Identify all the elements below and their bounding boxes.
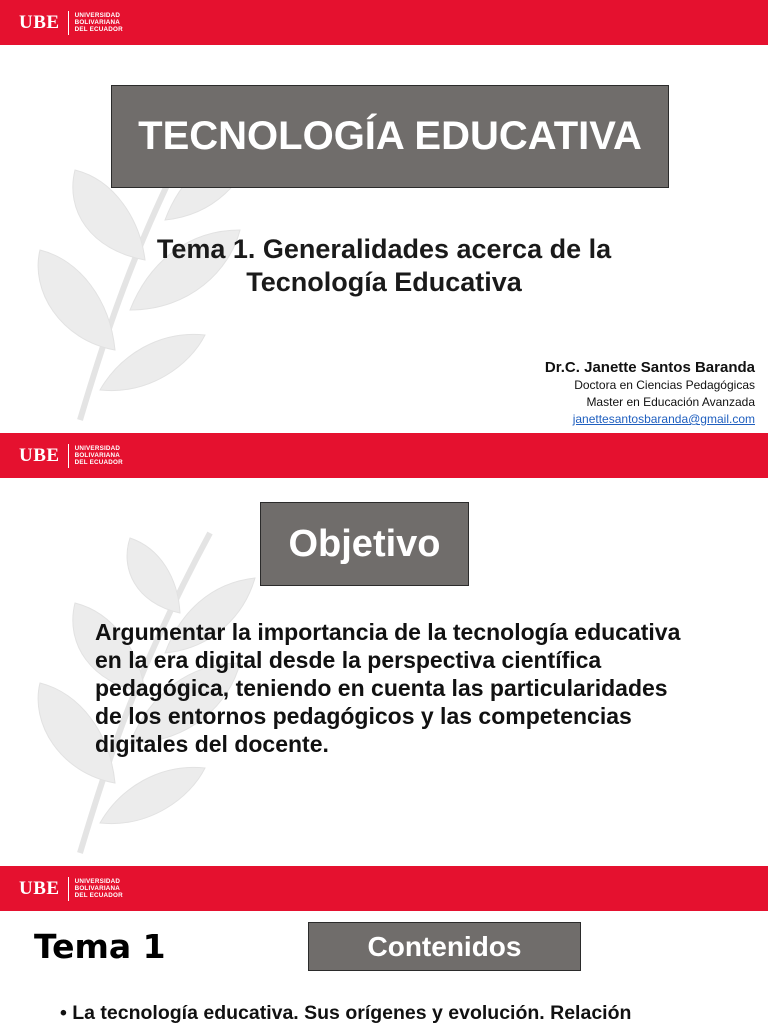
slide-title: TECNOLOGÍA EDUCATIVA [138, 114, 642, 158]
slide-title-box [308, 922, 581, 971]
subtitle-line-1: Tema 1. Generalidades acerca de la [156, 234, 612, 264]
logo-abbr: UBE [19, 11, 60, 33]
ube-logo [19, 433, 123, 478]
logo-university-name [75, 12, 123, 33]
logo-abbr: UBE [19, 877, 60, 899]
logo-line-3: DEL ECUADOR [74, 26, 123, 33]
logo-line-2: BOLIVARIANA [74, 452, 121, 459]
slide-title: Contenidos [367, 930, 522, 962]
logo-university-name [75, 878, 123, 899]
logo-line-3: DEL ECUADOR [74, 892, 123, 899]
logo-line-2: BOLIVARIANA [74, 885, 121, 892]
author-email-link[interactable]: janettesantosbaranda@gmail.com [572, 412, 755, 426]
slide-title-box [260, 502, 469, 586]
slide-title-box [111, 85, 669, 188]
logo-divider [68, 877, 69, 901]
logo-line-3: DEL ECUADOR [74, 459, 123, 466]
slide-3 [0, 866, 768, 1024]
header-bar [0, 433, 768, 478]
slide-subtitle [0, 233, 768, 299]
content-bullet-1: • La tecnología educativa. Sus orígenes y evolución. Relación [60, 1002, 632, 1024]
logo-line-1: UNIVERSIDAD [74, 878, 121, 885]
logo-divider [68, 11, 69, 35]
logo-line-2: BOLIVARIANA [74, 19, 121, 26]
header-bar [0, 866, 768, 911]
logo-line-1: UNIVERSIDAD [74, 445, 121, 452]
slide-2 [0, 433, 768, 866]
ube-logo [19, 866, 123, 911]
slide-title: Objetivo [288, 522, 441, 565]
topic-heading: Tema 1 [34, 927, 166, 966]
logo-abbr: UBE [19, 444, 60, 466]
logo-divider [68, 444, 69, 468]
subtitle-line-2: Tecnología Educativa [246, 267, 522, 297]
author-name: Dr.C. Janette Santos Baranda [544, 359, 755, 376]
author-block [545, 358, 755, 428]
objective-text: Argumentar la importancia de la tecnología educativa en la era digital desde la perspectiva científica pedagógica, teniendo en cuenta las particularidades de los entornos pedagógicos y las competencias digitales del docente. [95, 619, 681, 757]
ube-logo [19, 0, 123, 45]
header-bar [0, 0, 768, 45]
author-degree-1: Doctora en Ciencias Pedagógicas [574, 378, 755, 392]
logo-line-1: UNIVERSIDAD [74, 12, 121, 19]
author-degree-2: Master en Educación Avanzada [586, 395, 755, 409]
logo-university-name [75, 445, 123, 466]
slide-1 [0, 0, 768, 433]
